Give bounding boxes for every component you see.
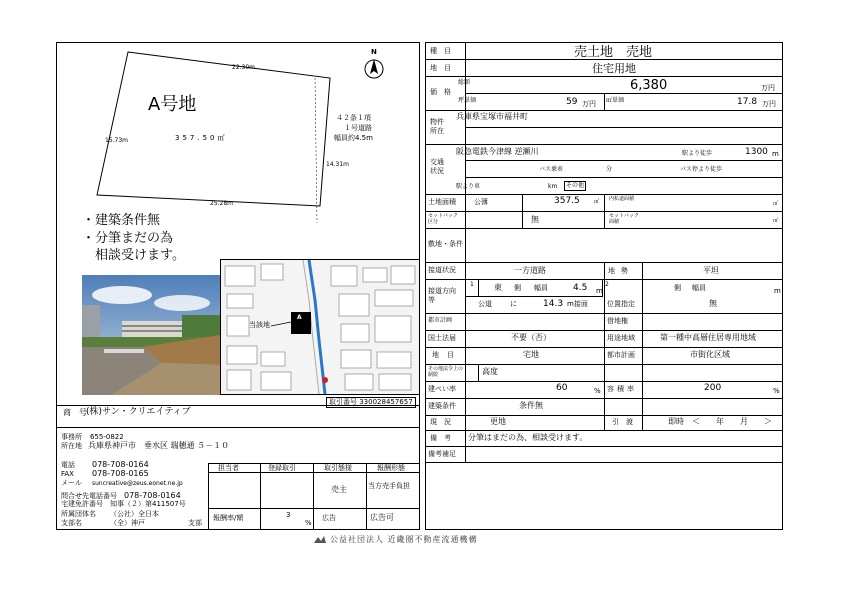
license-value: 知事（２）第411507号 bbox=[110, 500, 186, 508]
far-unit: % bbox=[773, 387, 780, 395]
dir2-no: 2 bbox=[605, 281, 609, 288]
setback-area-label: セットバック面積 bbox=[609, 213, 639, 225]
walk-label: 駅より徒歩 bbox=[682, 150, 713, 157]
sqm-unit: 万円 bbox=[762, 100, 776, 108]
car-unit: km bbox=[548, 183, 558, 190]
terrain-label: 地勢 bbox=[608, 267, 634, 275]
label-col-line bbox=[465, 42, 466, 462]
fee-rate-unit: % bbox=[305, 519, 312, 527]
busstop-label: バス停より徒歩 bbox=[680, 166, 723, 173]
land-sub-line bbox=[522, 194, 523, 228]
dir1-no: 1 bbox=[470, 281, 474, 288]
reg-value: 不要（否） bbox=[511, 333, 551, 342]
row-line-22 bbox=[425, 430, 783, 431]
dim-right: 14.31m bbox=[326, 161, 350, 168]
setback-label: セットバック区分 bbox=[428, 213, 458, 225]
address-label: 所在地 bbox=[61, 442, 82, 450]
price-label: 価 格 bbox=[430, 88, 451, 96]
dir2-side: 側 bbox=[674, 284, 681, 292]
assoc-value: （公社）全日本 bbox=[110, 510, 159, 518]
plan-label: 都市計画 bbox=[428, 317, 453, 324]
row-line-14 bbox=[465, 296, 603, 297]
public-ni: に bbox=[510, 300, 517, 308]
sqm-label: ㎡単価 bbox=[606, 97, 625, 104]
loc-value: 兵庫県宝塚市福井町 bbox=[456, 112, 528, 121]
map-label: 当該地 bbox=[249, 321, 270, 329]
walk-value: 1300 bbox=[745, 147, 768, 157]
dir-sub-line bbox=[478, 279, 479, 296]
dim-top: 22.30m bbox=[232, 64, 256, 71]
terrain-value: 平坦 bbox=[703, 266, 719, 275]
zone-label: 用途地域 bbox=[607, 334, 635, 342]
tel-label: 電話 bbox=[61, 461, 75, 469]
dir1-width: 4.5 bbox=[573, 283, 588, 293]
dir1-width-label: 幅員 bbox=[534, 284, 548, 292]
road-value: 一方道路 bbox=[514, 266, 546, 275]
law-col-line bbox=[478, 364, 479, 381]
road-line2: １号道路 bbox=[344, 124, 372, 132]
row-line-6 bbox=[425, 144, 783, 145]
mid-col-line-2 bbox=[642, 262, 643, 415]
handover-value: 即時 ＜ 年 月 ＞ bbox=[668, 417, 772, 426]
sub-value: 住宅用地 bbox=[592, 62, 636, 75]
city-value: 市街化区域 bbox=[690, 350, 730, 359]
row-line-7 bbox=[465, 160, 783, 161]
land-right-label: 借地権 bbox=[607, 317, 628, 325]
ad-value: 広告可 bbox=[370, 513, 394, 522]
dir1-side: 側 bbox=[514, 284, 521, 292]
branch-suffix: 支部 bbox=[188, 519, 202, 527]
land-col-line bbox=[604, 194, 605, 228]
mail-label: メール bbox=[61, 479, 82, 487]
branch-value: （全）神戸 bbox=[110, 519, 145, 527]
setback-unit: ㎡ bbox=[773, 218, 779, 224]
fax-value: 078-708-0165 bbox=[92, 469, 149, 478]
tsubo-unit: 万円 bbox=[582, 100, 596, 108]
dir2-width-unit: m bbox=[774, 287, 781, 295]
far-value: 200 bbox=[704, 383, 722, 393]
dir1-value: 東 bbox=[494, 283, 502, 292]
handover-col-line bbox=[604, 415, 605, 430]
bld-label: 建築条件 bbox=[428, 402, 456, 410]
trade-col-1 bbox=[260, 463, 261, 530]
sub-label: 地 目 bbox=[430, 64, 451, 72]
road-line3: 幅員約4.5m bbox=[334, 134, 373, 142]
contact-label: 問合せ先電話番号 bbox=[61, 492, 117, 500]
trade-fee: 当方売手負担 bbox=[368, 482, 410, 490]
plot-area: 357.50㎡ bbox=[175, 134, 228, 142]
tsubo-label: 坪単価 bbox=[458, 97, 477, 104]
bus-unit: 分 bbox=[606, 166, 613, 173]
trade-h-fee: 報酬形態 bbox=[377, 464, 405, 472]
station-value: 阪急電鉄今津線 逆瀬川 bbox=[456, 147, 539, 156]
tel-value: 078-708-0164 bbox=[92, 460, 149, 469]
setback-value: 無 bbox=[531, 215, 539, 224]
reg-label: 国土法届 bbox=[428, 334, 456, 342]
status-value: 更地 bbox=[490, 417, 506, 426]
bcr-value: 60 bbox=[556, 383, 568, 393]
other-label: その他 bbox=[566, 182, 585, 189]
row-line-8 bbox=[465, 177, 783, 178]
land-label: 土地面積 bbox=[428, 198, 456, 206]
bcr-label: 建ぺい率 bbox=[428, 385, 456, 393]
loc-label: 物件所在 bbox=[430, 118, 444, 136]
pos-value: 無 bbox=[709, 299, 717, 308]
chimoku-label: 地目 bbox=[432, 351, 462, 359]
note-3: 相談受けます。 bbox=[82, 248, 185, 263]
dir1-width-unit: m bbox=[596, 287, 603, 295]
dir-label: 接道方向等 bbox=[428, 287, 456, 305]
plot-outline bbox=[97, 52, 330, 206]
trade-col-3 bbox=[366, 463, 367, 530]
dir2-width-label: 幅員 bbox=[692, 284, 706, 292]
mail-value: suncreative@zeus.eonet.ne.jp bbox=[92, 480, 183, 487]
sqm-value: 17.8 bbox=[737, 97, 758, 107]
price-col-line bbox=[604, 93, 605, 110]
private-label: 内私道面積 bbox=[609, 196, 635, 202]
trade-h-date: 登録取引 bbox=[268, 464, 296, 472]
branch-label: 支部名 bbox=[61, 519, 82, 527]
remarks-value: 分筆はまだの為、相談受けます。 bbox=[468, 433, 588, 442]
company-divider-2 bbox=[56, 427, 420, 428]
row-line-3 bbox=[465, 93, 783, 94]
total-value: 6,380 bbox=[630, 78, 668, 93]
cond-label: 敷地・条件 bbox=[428, 240, 463, 248]
north-label: N bbox=[371, 48, 377, 56]
remarks-label: 備 考 bbox=[430, 434, 451, 442]
row-line-2 bbox=[425, 76, 783, 77]
zone-value: 第一種中高層住居専用地域 bbox=[660, 333, 756, 342]
total-label: 総額 bbox=[458, 79, 471, 86]
office-label: 事務所 bbox=[61, 433, 82, 441]
pos-label: 位置指定 bbox=[607, 300, 635, 308]
road-line1: ４２条１項 bbox=[336, 114, 371, 122]
law-label: その他法令上の制限 bbox=[428, 366, 464, 378]
land-value: 357.5 bbox=[554, 196, 580, 206]
cert-number: 取引番号 330028457657 bbox=[326, 397, 416, 408]
status-label: 現 況 bbox=[430, 418, 451, 426]
contact-length: 14.3 bbox=[543, 299, 564, 309]
land-unit: ㎡ bbox=[594, 199, 600, 205]
trade-col-2 bbox=[313, 463, 314, 530]
dim-bottom: 25.28m bbox=[210, 200, 234, 207]
bcr-unit: % bbox=[594, 387, 601, 395]
row-line-4 bbox=[425, 110, 783, 111]
handover-label: 引 渡 bbox=[612, 418, 633, 426]
row-line-11 bbox=[425, 228, 783, 229]
note-1: ・建築条件無 bbox=[82, 213, 161, 228]
contact-suffix: m接面 bbox=[567, 300, 588, 308]
trade-h-staff: 担当者 bbox=[218, 464, 239, 472]
association-logo-icon bbox=[313, 535, 327, 545]
license-label: 宅建免許番号 bbox=[61, 500, 103, 508]
tsubo-value: 59 bbox=[566, 97, 578, 107]
law-value: 高度 bbox=[482, 367, 498, 376]
bld-value: 条件無 bbox=[519, 401, 543, 410]
type-label: 種 目 bbox=[430, 47, 451, 55]
trade-h-mode: 取引態様 bbox=[324, 464, 352, 472]
contact-value: 078-708-0164 bbox=[124, 491, 181, 500]
ad-label: 広告 bbox=[322, 514, 336, 522]
total-unit: 万円 bbox=[761, 84, 775, 92]
trade-fee-line bbox=[208, 508, 420, 509]
note-2: ・分筆まだの為 bbox=[82, 231, 174, 246]
road-label: 接道状況 bbox=[428, 266, 456, 274]
trade-mode: 売主 bbox=[331, 485, 347, 494]
handover-col-line-2 bbox=[642, 415, 643, 430]
traffic-label: 交通状況 bbox=[430, 158, 444, 176]
office-address: 兵庫県神戸市 垂水区 瑞穂通 ５－１０ bbox=[88, 441, 230, 450]
fee-rate-label: 報酬率/額 bbox=[213, 514, 244, 522]
row-line-23 bbox=[425, 446, 783, 447]
public-label: 公道 bbox=[478, 300, 492, 308]
dim-left: 15.73m bbox=[105, 137, 129, 144]
private-unit: ㎡ bbox=[773, 201, 779, 207]
map-marker: A bbox=[297, 314, 302, 321]
kobo-label: 公簿 bbox=[474, 198, 488, 206]
row-line-24 bbox=[425, 462, 783, 463]
trade-header-line bbox=[208, 472, 420, 473]
walk-unit: m bbox=[772, 150, 779, 158]
plot-title: A号地 bbox=[148, 94, 197, 115]
assoc-label: 所属団体名 bbox=[61, 510, 96, 518]
site-photo bbox=[82, 275, 220, 395]
company-name: (株)サン・クリエイティブ bbox=[86, 407, 191, 417]
company-label: 商 号 bbox=[63, 408, 87, 417]
row-line-5 bbox=[465, 127, 783, 128]
footer-text: 公益社団法人 近畿圏不動産流通機構 bbox=[330, 535, 478, 544]
type-value: 売土地 売地 bbox=[574, 45, 653, 60]
company-divider bbox=[56, 405, 420, 406]
car-label: 駅より車 bbox=[456, 183, 481, 190]
fee-rate-value: 3 bbox=[286, 511, 291, 519]
notes2-label: 備考補足 bbox=[428, 450, 456, 458]
chimoku-value: 宅地 bbox=[523, 350, 539, 359]
city-label: 都市計画 bbox=[607, 351, 635, 359]
fax-label: FAX bbox=[61, 470, 74, 478]
far-label: 容積率 bbox=[607, 385, 637, 393]
bus-label: バス乗車 bbox=[539, 166, 564, 173]
office-zip: 655-0822 bbox=[90, 433, 124, 441]
